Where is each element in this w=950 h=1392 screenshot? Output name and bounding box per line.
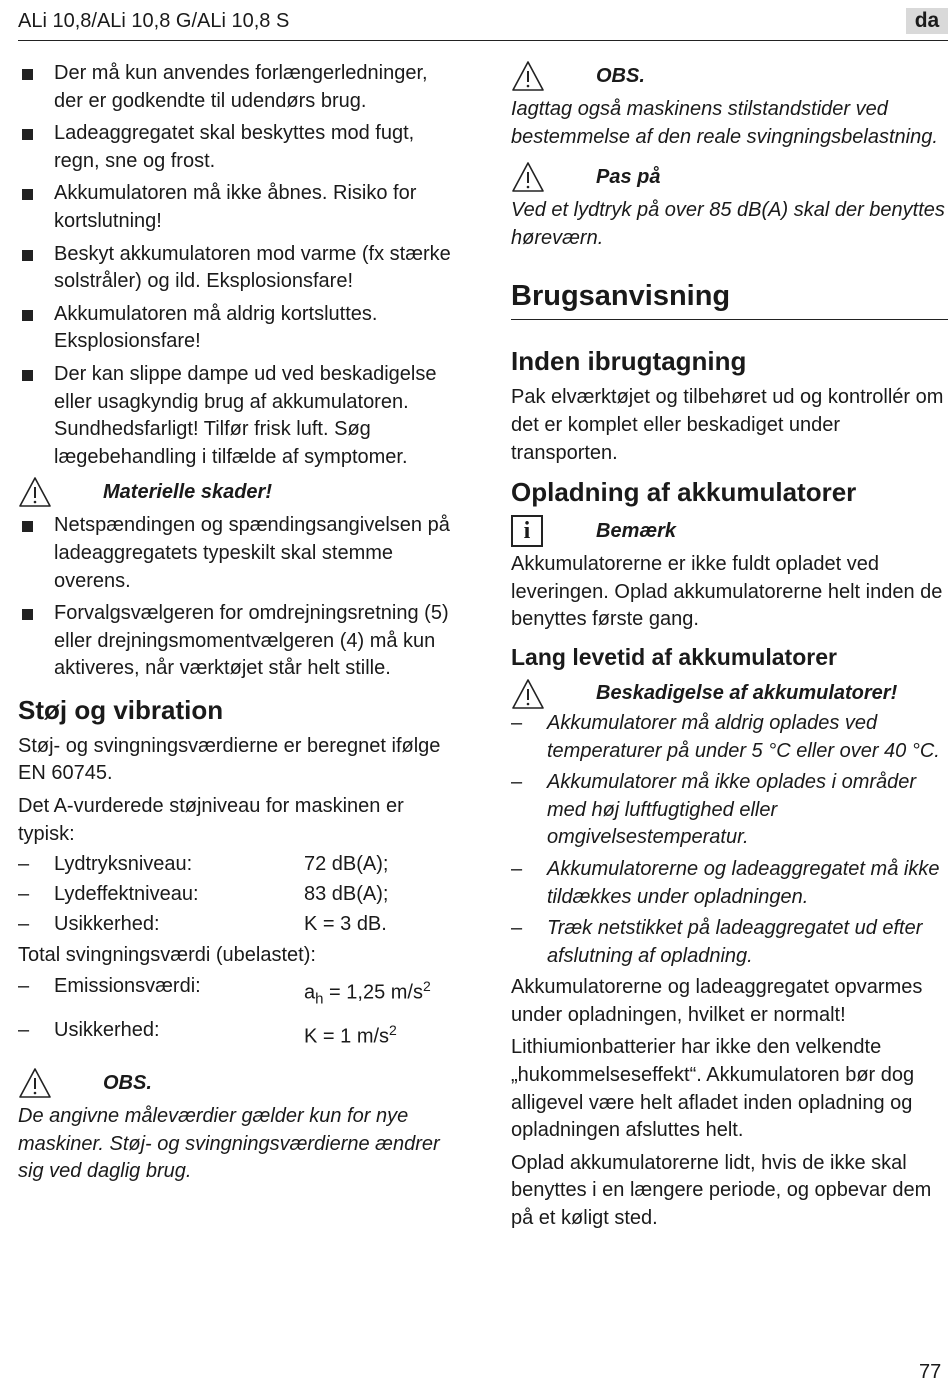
warning-triangle-icon xyxy=(511,678,545,710)
bullet-item: Netspændingen og spændingsangivelsen på ladeaggregatets typeskilt skal stemme overens. xyxy=(18,512,458,595)
paragraph: Akkumulatorerne er ikke fuldt opladet ved leveringen. Oplad akkumulatorerne helt inden de benyttes første gang. xyxy=(511,553,943,631)
notice-obs xyxy=(511,60,948,92)
warning-battery-damage xyxy=(511,678,948,710)
notice-text: De angivne måleværdier gælder kun for nye maskiner. Støj- og svingningsværdierne ændrer sig ved daglig brug. xyxy=(18,1105,440,1183)
warning-material-damage xyxy=(18,476,458,508)
language-badge: da xyxy=(906,8,948,34)
dash-item: – Akkumulatorer må ikke oplades i områder med høj luftfugtighed eller omgivelsestemperatur. xyxy=(511,771,917,849)
paragraph: Total svingningsværdi (ubelastet): xyxy=(18,944,316,967)
paragraph: Det A-vurderede støjniveau for maskinen er typisk: xyxy=(18,795,404,845)
notice-label: Bemærk xyxy=(596,519,677,542)
value-row: – Usikkerhed: K = 1 $m/s^2$ xyxy=(18,1018,397,1048)
left-column xyxy=(18,60,458,1191)
square-bullet-icon xyxy=(22,129,33,140)
bullet-item: Der må kun anvendes forlængerledninger, der er godkendte til udendørs brug. xyxy=(18,60,458,115)
bullet-item: Ladeaggregatet skal beskyttes mod fugt, regn, sne og frost. xyxy=(18,120,458,175)
notice-text: Ved et lydtryk på over 85 dB(A) skal der benyttes høreværn. xyxy=(511,199,945,249)
square-bullet-icon xyxy=(22,521,33,532)
bullet-item: Akkumulatoren må ikke åbnes. Risiko for kortslutning! xyxy=(18,180,458,235)
bullet-item: Beskyt akkumulatoren mod varme (fx stærke solstråler) og ild. Eksplosionsfare! xyxy=(18,241,458,296)
document-title: ALi 10,8/ALi 10,8 G/ALi 10,8 S xyxy=(18,10,290,32)
info-icon: i xyxy=(511,515,543,547)
bullet-item: Forvalgsvælgeren for omdrejningsretning (5) eller drejningsmomentvælgeren (4) må kun aktiveres, når værktøjet står helt stille. xyxy=(18,600,458,683)
paragraph: Akkumulatorerne og ladeaggregatet opvarmes under opladningen, hvilket er normalt! xyxy=(511,976,923,1026)
paragraph: Pak elværktøjet og tilbehøret ud og kontrollér om det er komplet eller beskadiget under transporten. xyxy=(511,386,944,464)
material-bullet-list xyxy=(18,512,458,683)
safety-bullet-list xyxy=(18,60,458,471)
main-heading: Brugsanvisning xyxy=(511,280,731,313)
paragraph: Lithiumionbatterier har ikke den velkendte „hukommelseseffekt“. Akkumulatoren bør dog alligevel være helt afladet inden opladning og opladningen afsluttes helt. xyxy=(511,1036,915,1142)
section-heading-before-use: Inden ibrugtagning xyxy=(511,346,747,377)
heading-rule xyxy=(511,319,948,320)
square-bullet-icon xyxy=(22,69,33,80)
warning-label: Materielle skader! xyxy=(103,480,272,503)
warning-triangle-icon xyxy=(511,60,545,92)
paragraph: Støj- og svingningsværdierne er beregnet ifølge EN 60745. xyxy=(18,734,441,785)
warning-triangle-icon xyxy=(18,476,52,508)
square-bullet-icon xyxy=(22,250,33,261)
dash-item: – Træk netstikket på ladeaggregatet ud efter afslutning af opladning. xyxy=(511,917,923,967)
warning-triangle-icon xyxy=(18,1067,52,1099)
section-heading-charging: Opladning af akkumulatorer xyxy=(511,477,857,508)
vibration-values-list xyxy=(18,971,458,1051)
square-bullet-icon xyxy=(22,310,33,321)
bullet-item: Akkumulatoren må aldrig kortsluttes. Eksplosionsfare! xyxy=(18,301,458,356)
value-row: – Emissionsværdi: $a_h = 1,25$ $m/s^2$ xyxy=(18,974,431,1008)
header-rule xyxy=(18,40,948,41)
notice-label: Pas på xyxy=(596,165,661,188)
page-number: 77 xyxy=(919,1361,942,1383)
paragraph: Oplad akkumulatorerne lidt, hvis de ikke skal benyttes i en længere periode, og opbevar dem på et køligt sted. xyxy=(511,1151,932,1230)
value-row: – Usikkerhed: K = 3 dB. xyxy=(18,913,387,936)
notice-text: Iagttag også maskinens stilstandstider ved bestemmelse af den reale svingningsbelastning. xyxy=(511,98,938,148)
square-bullet-icon xyxy=(22,370,33,381)
square-bullet-icon xyxy=(22,189,33,200)
battery-dash-list xyxy=(511,710,948,970)
right-column xyxy=(511,60,948,1238)
value-row: – Lydeffektniveau: 83 dB(A); xyxy=(18,883,389,906)
notice-label: OBS. xyxy=(103,1071,152,1094)
noise-values-list xyxy=(18,849,458,939)
warning-triangle-icon xyxy=(511,161,545,193)
notice-label: OBS. xyxy=(596,64,645,87)
value-row: – Lydtryksniveau: 72 dB(A); xyxy=(18,853,389,876)
section-heading-battery-life: Lang levetid af akkumulatorer xyxy=(511,643,837,670)
square-bullet-icon xyxy=(22,609,33,620)
notice-caution xyxy=(511,161,948,193)
warning-label: Beskadigelse af akkumulatorer! xyxy=(596,682,898,705)
dash-item: – Akkumulatorer må aldrig oplades ved temperaturer på under 5 °C eller over 40 °C. xyxy=(511,711,940,762)
dash-item: – Akkumulatorerne og ladeaggregatet må ikke tildækkes under opladningen. xyxy=(511,857,940,908)
notice-obs xyxy=(18,1067,458,1099)
section-heading-noise: Støj og vibration xyxy=(18,694,224,725)
notice-note xyxy=(511,515,948,547)
bullet-item: Der kan slippe dampe ud ved beskadigelse eller usagkyndig brug af akkumulatoren. Sundhedsfarligt! Tilfør frisk luft. Søg lægebehandling i tilfælde af symptomer. xyxy=(18,361,458,471)
